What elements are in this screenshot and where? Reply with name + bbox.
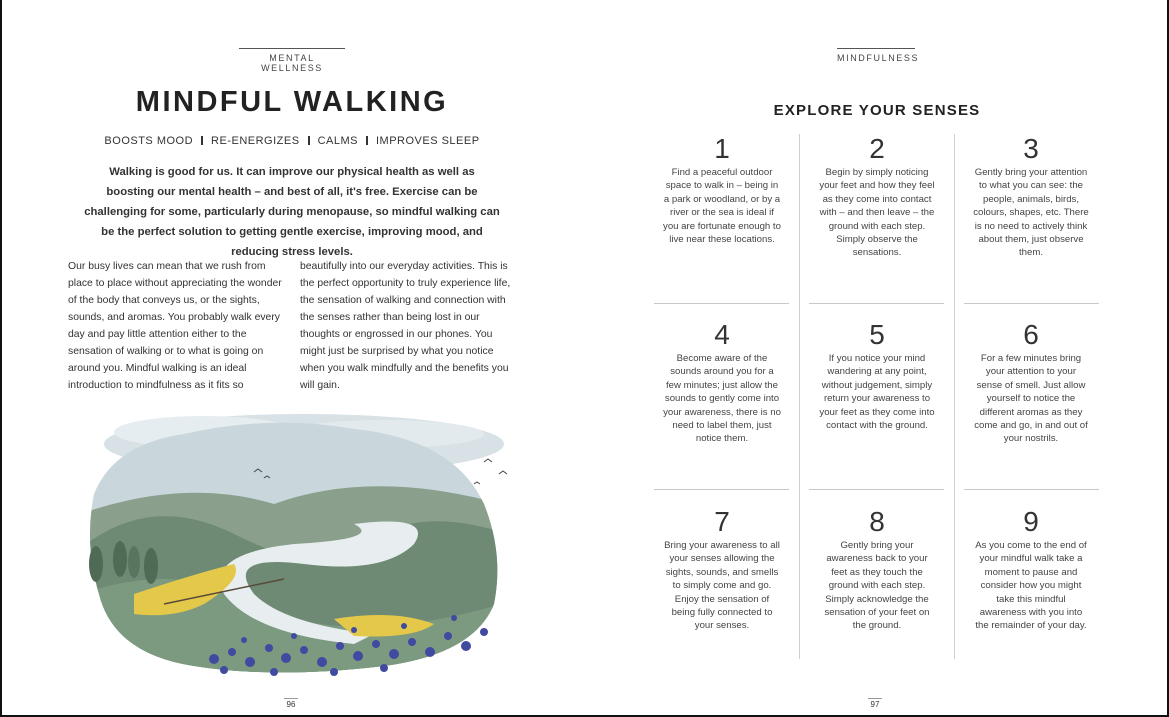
- page-title: MINDFUL WALKING: [135, 86, 449, 118]
- step-number: 7: [714, 506, 730, 537]
- step-4: [663, 320, 781, 446]
- page-number-right: 97: [868, 698, 882, 709]
- step-8: [818, 507, 936, 633]
- page-number-left: 96: [284, 698, 298, 709]
- step-text: Bring your awareness to all your senses allowing the sights, sounds, and smells to simply come and go. Enjoy the sensation of being fully connected to your senses.: [664, 540, 780, 632]
- step-number: 2: [869, 133, 885, 164]
- lead-paragraph: Walking is good for us. It can improve our physical health as well as boosting our mental health – and best of all, it's free. Exercise can be challenging for some, particularly during menopause, so mindful walking can be the perfect solution to getting gentle exercise, improving mood, and reducing stress levels.: [84, 166, 500, 258]
- left-page: [0, 0, 584, 717]
- landscape-illustration: [54, 404, 534, 684]
- step-6: [972, 320, 1090, 446]
- body-column-1: Our busy lives can mean that we rush from place to place without appreciating the wonder of the body that conveys us, or the sights, sounds, and aromas. You probably walk every day and pay little attention either to the sensation of walking or to what is going on around you. Mindful walking is an ideal introduction to mindfulness as it fits so: [68, 261, 282, 391]
- step-number: 3: [1023, 133, 1039, 164]
- tag-separator: [366, 136, 368, 145]
- step-5: [818, 320, 936, 432]
- grid-divider-horizontal: [654, 303, 789, 304]
- grid-divider-vertical: [799, 134, 800, 659]
- tag-separator: [308, 136, 310, 145]
- grid-divider-horizontal: [964, 489, 1099, 490]
- step-9: [972, 507, 1090, 633]
- step-number: 6: [1023, 319, 1039, 350]
- tag-separator: [201, 136, 203, 145]
- step-text: Find a peaceful outdoor space to walk in – being in a park or woodland, or by a river or the sea is ideal if you are fortunate enough to live near these locations.: [663, 167, 781, 246]
- step-number: 8: [869, 506, 885, 537]
- grid-divider-vertical: [954, 134, 955, 659]
- step-text: As you come to the end of your mindful walk take a moment to pause and consider how you might take this mindful awareness with you into the remainder of your day.: [975, 540, 1087, 632]
- tag-calms: CALMS: [317, 135, 358, 147]
- step-number: 1: [714, 133, 730, 164]
- step-number: 4: [714, 319, 730, 350]
- grid-divider-horizontal: [809, 303, 944, 304]
- section-title: EXPLORE YOUR SENSES: [773, 102, 981, 119]
- grid-divider-horizontal: [809, 489, 944, 490]
- grid-divider-horizontal: [654, 489, 789, 490]
- running-head-right: MINDFULNESS: [837, 48, 915, 63]
- grid-divider-horizontal: [964, 303, 1099, 304]
- right-page: [584, 0, 1169, 717]
- step-text: Begin by simply noticing your feet and how they feel as they come into contact with – and then leave – the ground with each step. Simply observe the sensations.: [819, 167, 935, 259]
- step-number: 5: [869, 319, 885, 350]
- tag-re-energizes: RE-ENERGIZES: [211, 135, 300, 147]
- tag-improves-sleep: IMPROVES SLEEP: [375, 135, 480, 147]
- running-head-left: MENTAL WELLNESS: [239, 48, 345, 73]
- step-text: Become aware of the sounds around you for a few minutes; just allow the sounds to gently come into your awareness, there is no need to label them, just notice them.: [663, 353, 781, 445]
- step-text: Gently bring your attention to what you can see: the people, animals, birds, colours, shapes, etc. There is no need to actively think about them, just observe them.: [973, 167, 1089, 259]
- step-text: If you notice your mind wandering at any point, without judgement, simply return your awareness to your feet as they come into contact with the ground.: [819, 353, 935, 432]
- step-1: [663, 134, 781, 246]
- step-3: [972, 134, 1090, 260]
- step-number: 9: [1023, 506, 1039, 537]
- steps-grid: [654, 134, 1099, 664]
- step-2: [818, 134, 936, 260]
- step-7: [663, 507, 781, 633]
- benefit-tags: [0, 135, 584, 147]
- tag-boosts-mood: BOOSTS MOOD: [104, 135, 194, 147]
- body-column-2: beautifully into our everyday activities. This is the perfect opportunity to truly experience life, the sensation of walking and connection with the senses rather than being lost in our thoughts or engrossed in our phones. You might just be surprised by what you notice when you walk mindfully and the benefits you will gain.: [300, 261, 511, 391]
- step-text: Gently bring your awareness back to your feet as they touch the ground with each step. Simply acknowledge the sensation of your feet on the ground.: [824, 540, 930, 632]
- step-text: For a few minutes bring your attention to your sense of smell. Just allow yourself to notice the different aromas as they come and go, in and out of your nostrils.: [974, 353, 1088, 445]
